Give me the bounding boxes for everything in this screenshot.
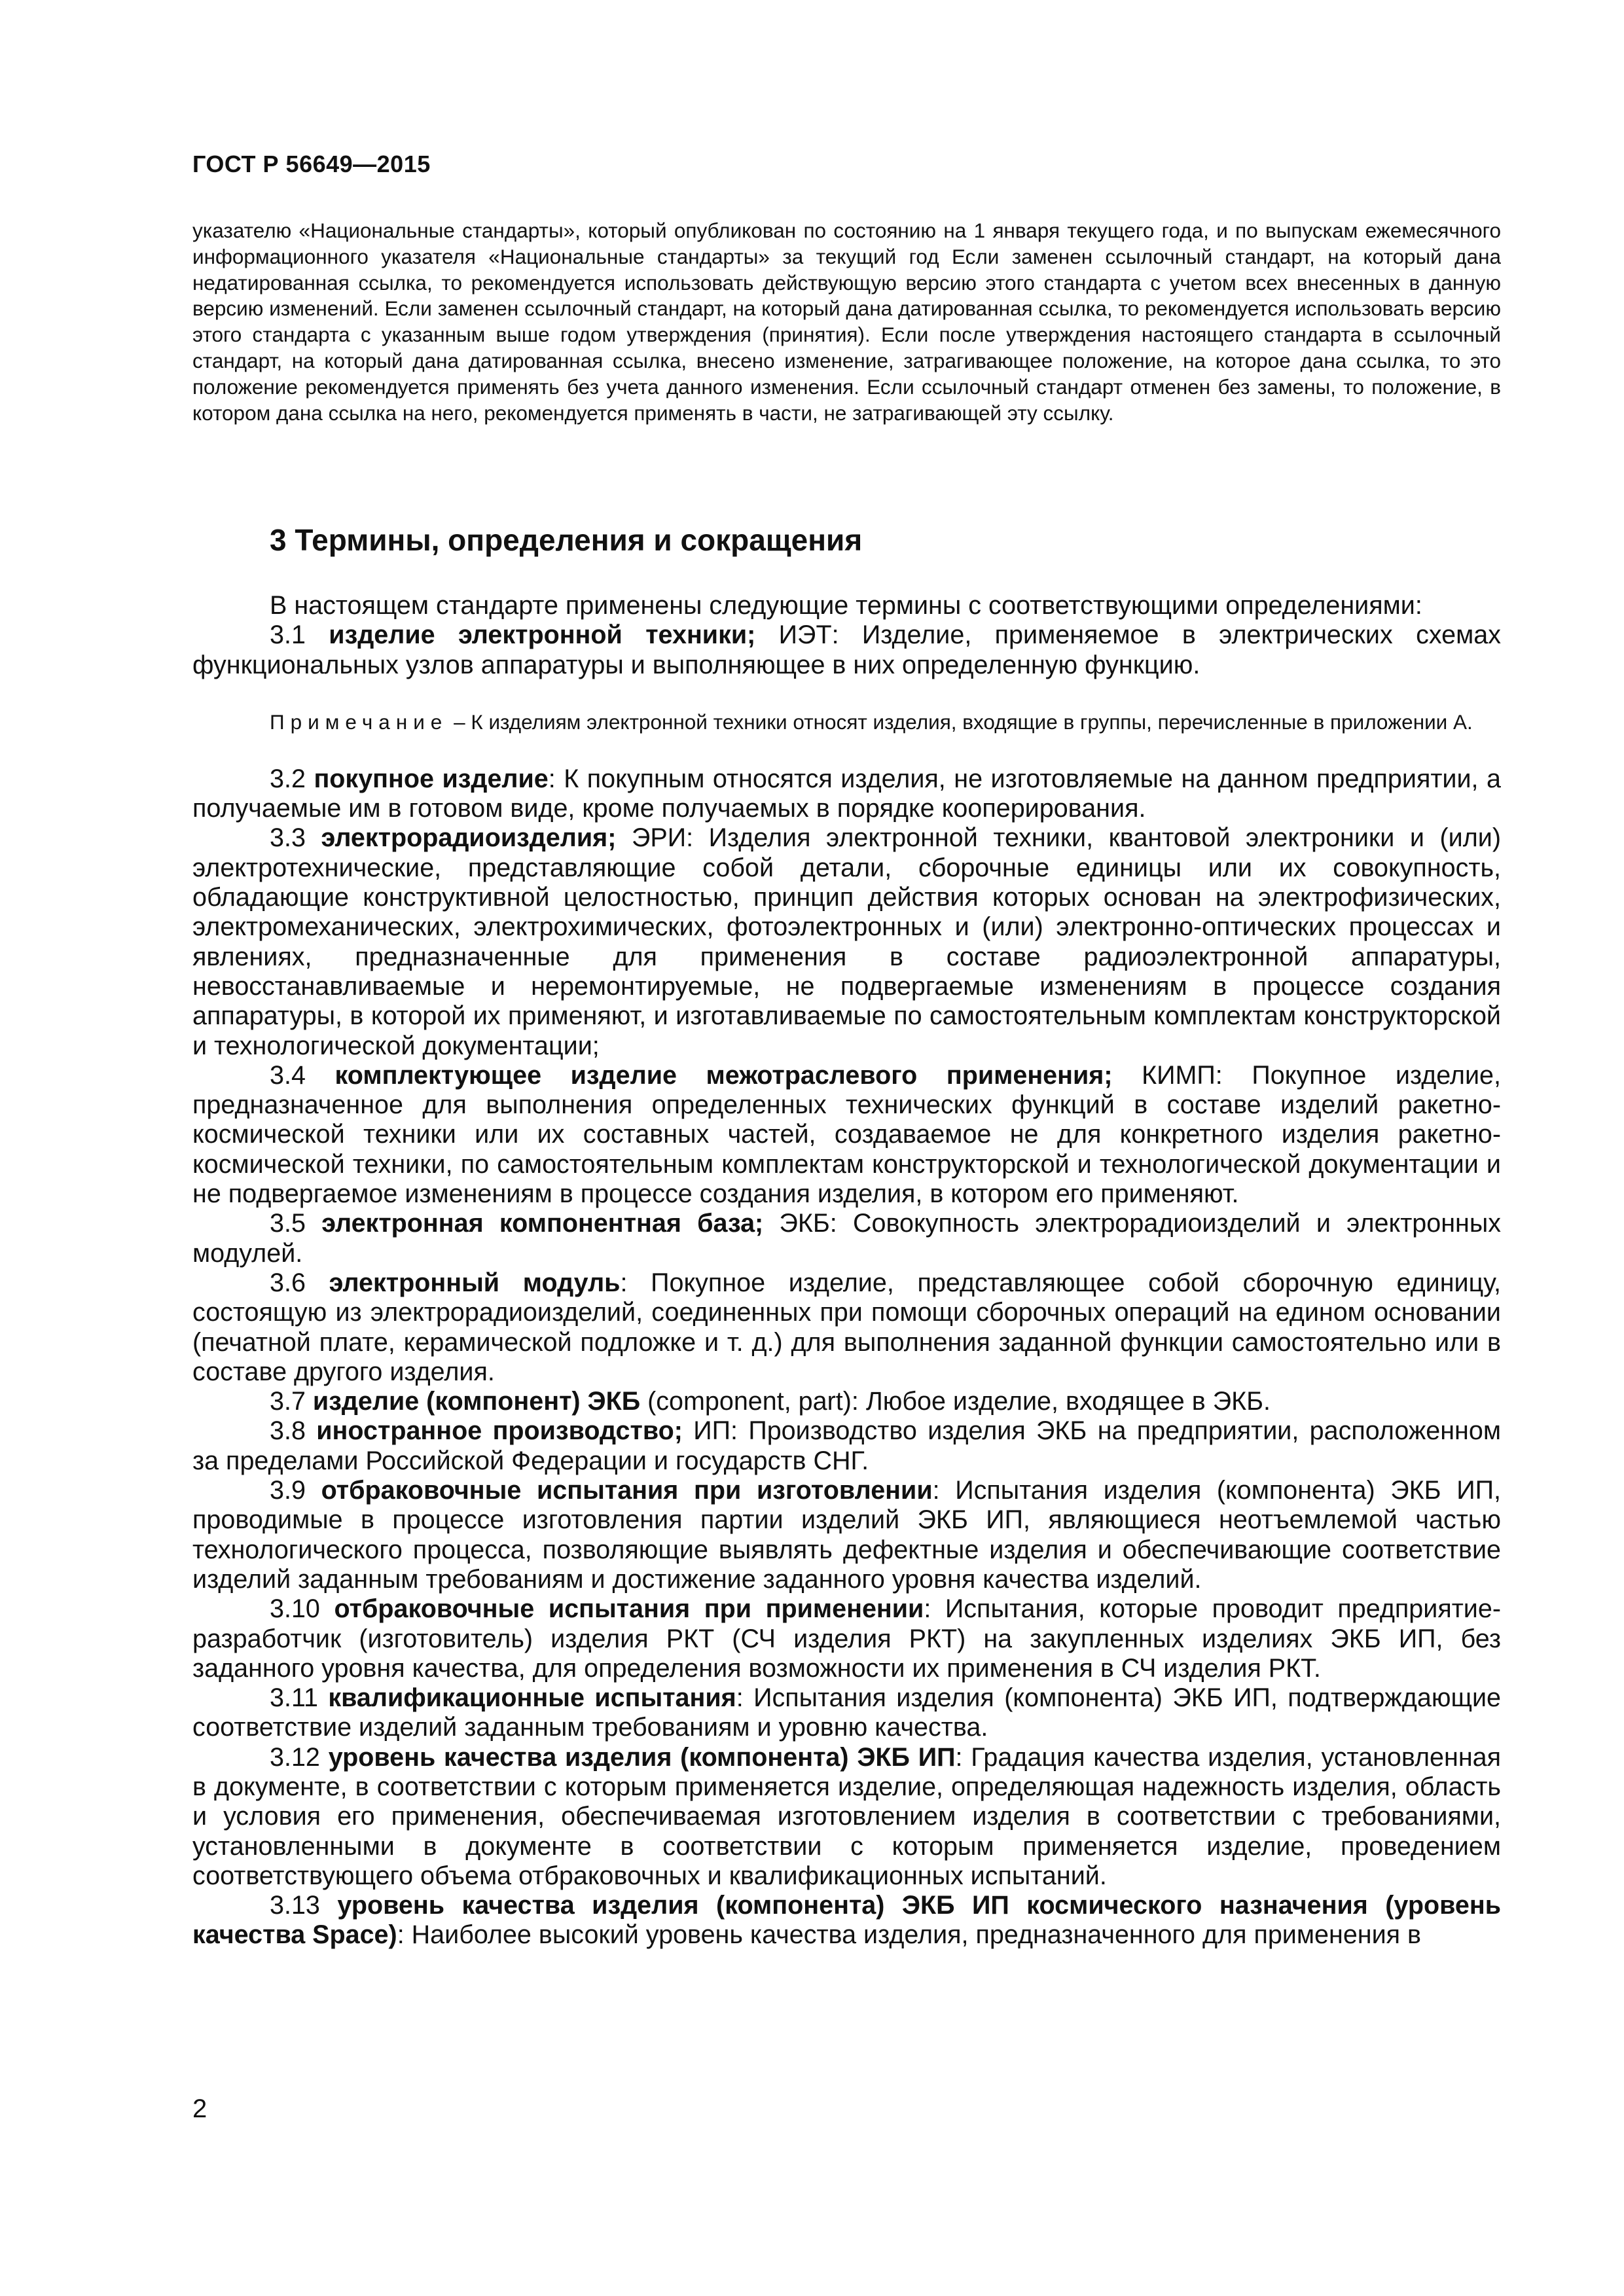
- term-number: 3.8: [270, 1416, 306, 1446]
- page-number: 2: [192, 2094, 208, 2123]
- term-definition: : К покупным относятся изделия, не изготовляемые на данном предприятии, а получаемые им в готовом виде, кроме получаемых в порядке кооперирования.: [192, 764, 1502, 823]
- term-name: уровень качества изделия (компонента) ЭКБ ИП: [328, 1742, 956, 1772]
- term-item: [192, 1061, 1501, 1209]
- section-lead: В настоящем стандарте применены следующие термины с соответствующими определениями:: [270, 591, 1422, 620]
- intro-paragraph: указателю «Национальные стандарты», который опубликован по состоянию на 1 января текущего года, и по выпускам ежемесячного информационного указателя «Национальные стандарты» за текущий год Если заменен ссылочный стандарт, на который дана недатированная ссылка, то рекомендуется использовать действующую версию этого стандарта с учетом всех внесенных в данную версию изменений. Если заменен ссылочный стандарт, на который дана датированная ссылка, то рекомендуется использовать версию этого стандарта с указанным выше годом утверждения (принятия). Если после утверждения настоящего стандарта в ссылочный стандарт, на который дана датированная ссылка, внесено изменение, затрагивающее положение, на которое дана ссылка, то это положение рекомендуется применять без учета данного изменения. Если ссылочный стандарт отменен без замены, то положение, в котором дана ссылка на него, рекомендуется применять в части, не затрагивающей эту ссылку.: [192, 219, 1501, 425]
- term-item: [192, 1743, 1501, 1891]
- term-name: электронный модуль: [329, 1268, 621, 1297]
- term-name: покупное изделие: [314, 764, 549, 793]
- term-name: комплектующее изделие межотраслевого применения;: [334, 1060, 1113, 1090]
- section-title: 3 Термины, определения и сокращения: [270, 523, 863, 557]
- term-number: 3.10: [270, 1594, 320, 1624]
- term-item: [192, 1594, 1501, 1683]
- note-paragraph: [192, 709, 1501, 735]
- term-name: иностранное производство;: [316, 1416, 683, 1446]
- term-name: изделие электронной техники;: [329, 620, 756, 650]
- term-name: отбраковочные испытания при применении: [334, 1594, 924, 1624]
- term-number: 3.4: [270, 1060, 306, 1090]
- term-name: квалификационные испытания: [328, 1683, 736, 1713]
- term-name: электронная компонентная база;: [321, 1209, 764, 1238]
- document-id: ГОСТ Р 56649—2015: [192, 151, 431, 177]
- term-number: 3.11: [270, 1683, 318, 1713]
- section-body: [192, 591, 1501, 1950]
- term-definition: ЭКБ: Совокупность электрорадиоизделий и электронных модулей.: [192, 1209, 1501, 1268]
- term-item: [192, 1268, 1501, 1387]
- term-number: 3.9: [270, 1476, 306, 1505]
- term-item: [192, 1387, 1501, 1416]
- term-number: 3.12: [270, 1742, 320, 1772]
- term-name: изделие (компонент) ЭКБ: [312, 1387, 641, 1416]
- note-text: – К изделиям электронной техники относят изделия, входящие в группы, перечисленные в приложении А.: [448, 709, 1473, 734]
- term-definition: : Градация качества изделия, установленная в документе, в соответствии с которым применяется изделие, определяющая надежность изделия, область и условия его применения, обеспечиваемая изготовлением изделия в соответствии с требованиями, установленными в документе в соответствии с которым применяется изделие, проведением соответствующего объема отбраковочных и квалификационных испытаний.: [192, 1742, 1501, 1890]
- term-name: электрорадиоизделия;: [321, 823, 617, 853]
- term-item: [192, 620, 1501, 680]
- term-definition: КИМП: Покупное изделие, предназначенное для выполнения определенных технических функций в составе изделий ракетно-космической техники или их составных частей, создаваемое не для конкретного изделия ракетно-космической техники, по самостоятельным комплектам конструкторской и технологической документации и не подвергаемое изменениям в процессе создания изделия, в котором его применяют.: [192, 1060, 1501, 1209]
- term-number: 3.3: [270, 823, 306, 853]
- note-label: Примечание: [270, 709, 448, 734]
- term-definition: ИЭТ: Изделие, применяемое в электрических схемах функциональных узлов аппаратуры и выполняющее в них определенную функцию.: [192, 620, 1501, 679]
- term-item: [192, 1209, 1501, 1268]
- term-item: [192, 1683, 1501, 1743]
- term-item: [192, 764, 1501, 824]
- term-number: 3.7: [270, 1387, 306, 1416]
- term-definition: ИП: Производство изделия ЭКБ на предприятии, расположенном за пределами Российской Федерации и государств СНГ.: [192, 1416, 1501, 1475]
- term-definition: : Испытания изделия (компонента) ЭКБ ИП, подтверждающие соответствие изделий заданным требованиям и уровню качества.: [192, 1683, 1501, 1742]
- term-name: отбраковочные испытания при изготовлении: [321, 1476, 933, 1505]
- term-item: [192, 1891, 1501, 1950]
- term-item: [192, 823, 1501, 1060]
- term-definition: : Наиболее высокий уровень качества изделия, предназначенного для применения в: [397, 1920, 1422, 1950]
- term-name: уровень качества изделия (компонента) ЭКБ ИП космического назначения (уровень качества Space): [192, 1891, 1502, 1950]
- term-definition: ЭРИ: Изделия электронной техники, квантовой электроники и (или) электротехнические, представляющие собой детали, сборочные единицы или их совокупность, обладающие конструктивной целостностью, принцип действия которых основан на электрофизических, электромеханических, электрохимических, фотоэлектронных и (или) электронно-оптических процессах и явлениях, предназначенные для применения в составе радиоэлектронной аппаратуры, невосстанавливаемые и неремонтируемые, не подвергаемые изменениям в процессе создания аппаратуры, в которой их применяют, и изготавливаемые по самостоятельным комплектам конструкторской и технологической документации;: [192, 823, 1501, 1060]
- term-definition: (component, part): Любое изделие, входящее в ЭКБ.: [640, 1387, 1271, 1416]
- term-number: 3.13: [270, 1891, 320, 1920]
- term-item: [192, 1476, 1501, 1594]
- term-definition: : Испытания, которые проводит предприятие-разработчик (изготовитель) изделия РКТ (СЧ изделия РКТ) на закупленных изделиях ЭКБ ИП, без заданного уровня качества, для определения возможности их применения в СЧ изделия РКТ.: [192, 1594, 1501, 1683]
- term-definition: : Покупное изделие, представляющее собой сборочную единицу, состоящую из электрорадиоизделий, соединенных при помощи сборочных операций на едином основании (печатной плате, керамической подложке и т. д.) для выполнения заданной функции самостоятельно или в составе другого изделия.: [192, 1268, 1502, 1386]
- term-definition: : Испытания изделия (компонента) ЭКБ ИП, проводимые в процессе изготовления партии изделий ЭКБ ИП, являющиеся неотъемлемой частью технологического процесса, позволяющие выявлять дефектные изделия и обеспечивающие соответствие изделий заданным требованиям и достижение заданного уровня качества изделий.: [192, 1476, 1501, 1594]
- term-number: 3.5: [270, 1209, 306, 1238]
- term-number: 3.1: [270, 620, 306, 650]
- term-number: 3.2: [270, 764, 306, 793]
- term-item: [192, 1416, 1501, 1476]
- term-number: 3.6: [270, 1268, 306, 1297]
